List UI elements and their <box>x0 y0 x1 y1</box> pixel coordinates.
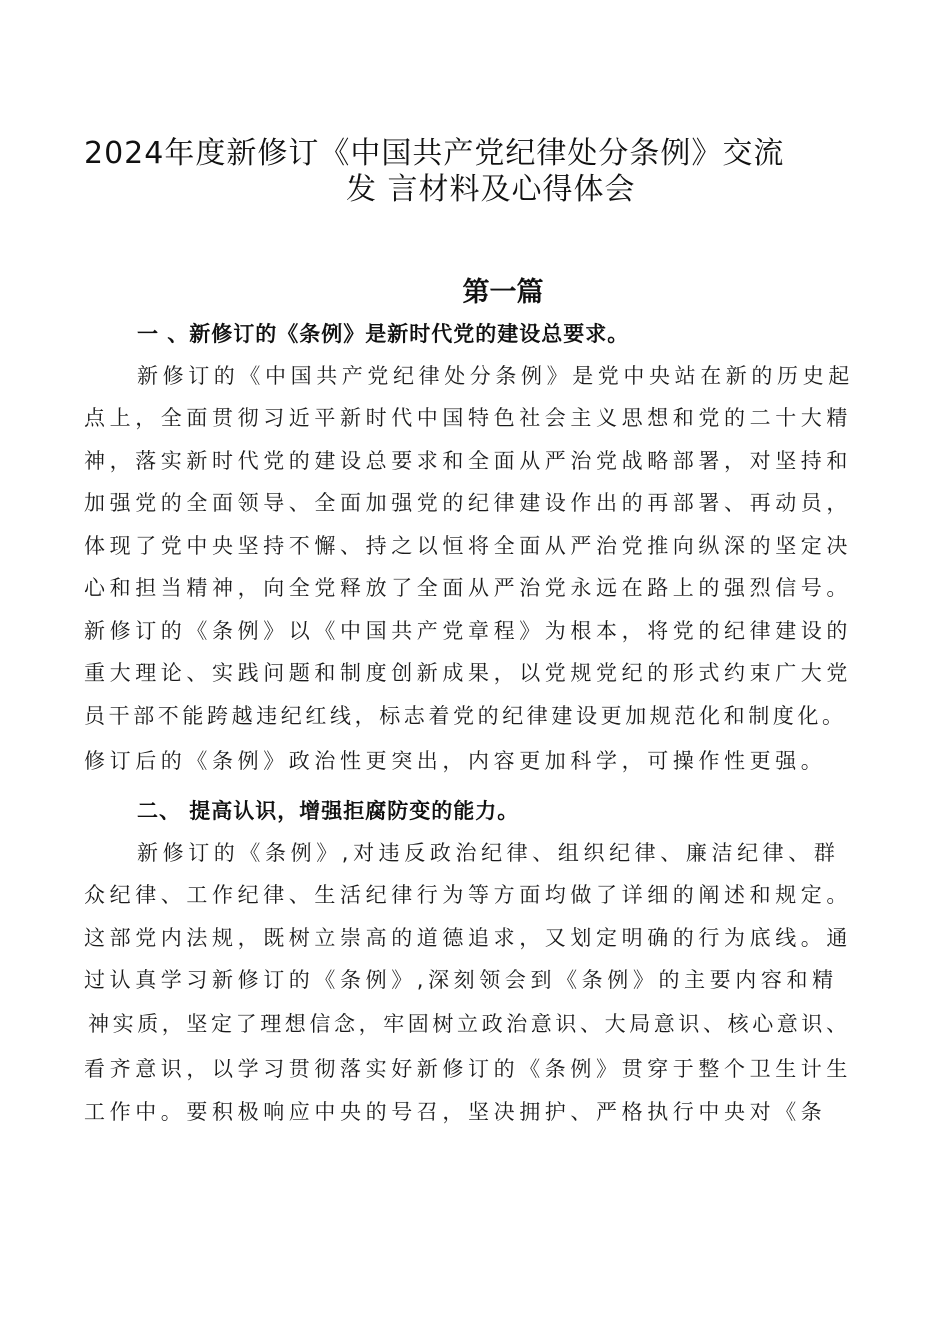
section-1-line-5: 体现了党中央坚持不懈、持之以恒将全面从严治党推向纵深的坚定决 <box>84 534 852 558</box>
section-1-heading: 一 、新修订的《条例》是新时代党的建设总要求。 <box>137 322 630 346</box>
section-1-line-1: 新修订的《中国共产党纪律处分条例》是党中央站在新的历史起 <box>137 364 854 388</box>
document-title-line-2: 发 言材料及心得体会 <box>346 172 636 207</box>
section-2-line-1: 新修订的《条例》,对违反政治纪律、组织纪律、廉洁纪律、群 <box>137 841 840 865</box>
section-2-line-3: 这部党内法规，既树立崇高的道德追求，又划定明确的行为底线。通 <box>84 926 852 950</box>
part-heading: 第一篇 <box>462 277 544 308</box>
section-2-line-7: 工作中。要积极响应中央的号召，坚决拥护、严格执行中央对《条 <box>84 1100 827 1124</box>
section-2-heading: 二、 提高认识，增强拒腐防变的能力。 <box>137 799 520 823</box>
section-1-line-10: 修订后的《条例》政治性更突出，内容更加科学，可操作性更强。 <box>84 749 827 773</box>
section-1-line-9: 员干部不能跨越违纪红线，标志着党的纪律建设更加规范化和制度化。 <box>84 704 847 728</box>
section-1-line-4: 加强党的全面领导、全面加强党的纪律建设作出的再部署、再动员， <box>84 491 852 515</box>
section-1-line-3: 神，落实新时代党的建设总要求和全面从严治党战略部署，对坚持和 <box>84 449 852 473</box>
section-2-line-5: 神实质，坚定了理想信念，牢固树立政治意识、大局意识、核心意识、 <box>88 1012 851 1036</box>
document-title-line-1: 2024年度新修订《中国共产党纪律处分条例》交流 <box>84 136 785 171</box>
section-1-line-2: 点上，全面贯彻习近平新时代中国特色社会主义思想和党的二十大精 <box>84 406 852 430</box>
section-1-line-7: 新修订的《条例》以《中国共产党章程》为根本，将党的纪律建设的 <box>84 619 852 643</box>
section-2-line-2: 众纪律、工作纪律、生活纪律行为等方面均做了详细的阐述和规定。 <box>84 883 852 907</box>
section-2-line-4: 过认真学习新修订的《条例》,深刻领会到《条例》的主要内容和精 <box>84 968 838 992</box>
section-2-line-6: 看齐意识，以学习贯彻落实好新修订的《条例》贯穿于整个卫生计生 <box>84 1057 852 1081</box>
section-1-line-8: 重大理论、实践问题和制度创新成果，以党规党纪的形式约束广大党 <box>84 661 852 685</box>
section-1-line-6: 心和担当精神，向全党释放了全面从严治党永远在路上的强烈信号。 <box>84 576 852 600</box>
